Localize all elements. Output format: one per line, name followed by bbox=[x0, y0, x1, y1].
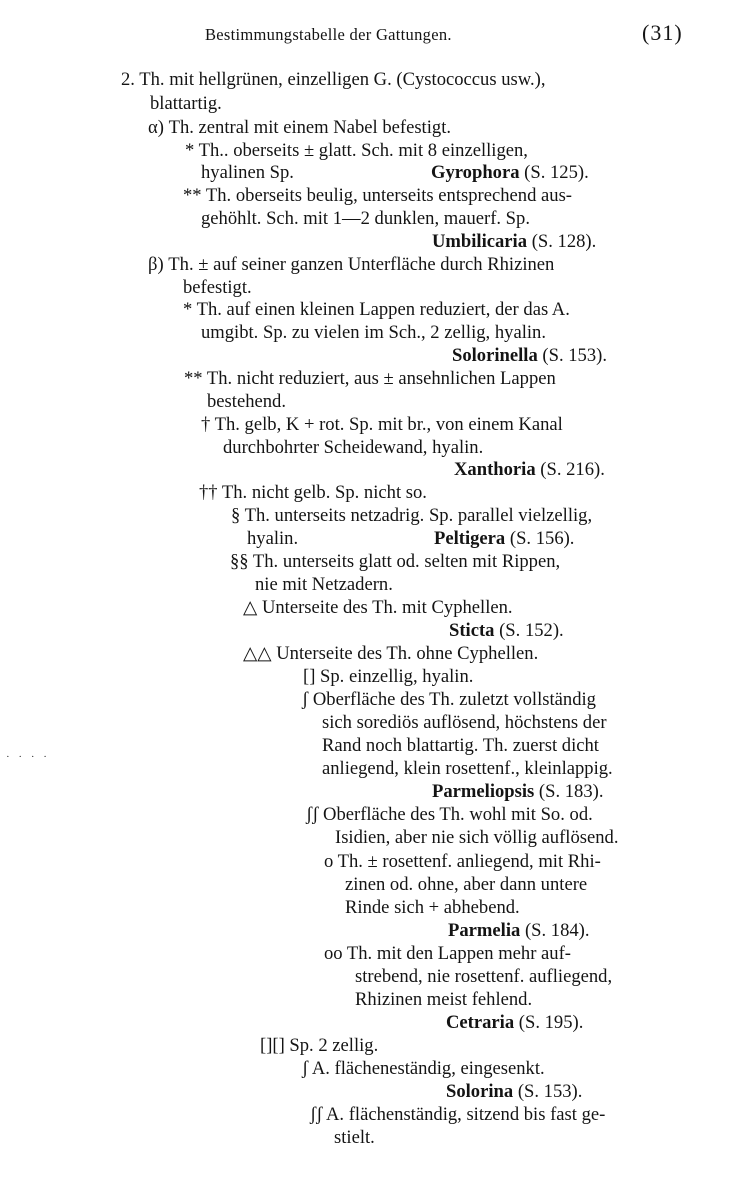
genus-entry bbox=[449, 620, 564, 642]
running-header-title: Bestimmungstabelle der Gattungen. bbox=[205, 25, 452, 44]
genus-entry bbox=[431, 162, 589, 184]
genus-entry bbox=[454, 459, 605, 481]
genus-name: Parmeliopsis bbox=[432, 781, 535, 802]
key-line: * Th. auf einen kleinen Lappen reduziert, der das A. bbox=[183, 299, 570, 320]
key-line: Rand noch blattartig. Th. zuerst dicht bbox=[322, 735, 599, 756]
key-line: ʃʃ Oberfläche des Th. wohl mit So. od. bbox=[306, 804, 593, 825]
genus-entry bbox=[452, 345, 607, 367]
genus-entry bbox=[434, 528, 574, 550]
key-line: β) Th. ± auf seiner ganzen Unterfläche durch Rhizinen bbox=[148, 254, 555, 275]
key-line: gehöhlt. Sch. mit 1—2 dunklen, mauerf. Sp. bbox=[201, 208, 530, 229]
key-line: stielt. bbox=[334, 1127, 375, 1148]
page-number: (31) bbox=[642, 20, 683, 45]
key-line: zinen od. ohne, aber dann untere bbox=[345, 874, 588, 895]
page-reference: (S. 156). bbox=[509, 528, 575, 549]
key-line: hyalin. bbox=[247, 528, 299, 549]
page-reference: (S. 183). bbox=[538, 781, 604, 802]
page-reference: (S. 152). bbox=[499, 620, 564, 641]
key-line: ʃ A. flächeneständig, eingesenkt. bbox=[302, 1058, 545, 1079]
key-line: umgibt. Sp. zu vielen im Sch., 2 zellig, hyalin. bbox=[201, 322, 546, 343]
key-line: §§ Th. unterseits glatt od. selten mit Rippen, bbox=[230, 551, 561, 572]
key-line: * Th.. oberseits ± glatt. Sch. mit 8 einzelligen, bbox=[185, 140, 528, 161]
genus-name: Cetraria bbox=[446, 1012, 515, 1033]
page-reference: (S. 216). bbox=[540, 459, 605, 480]
key-line: § Th. unterseits netzadrig. Sp. parallel vielzellig, bbox=[231, 505, 593, 526]
page-reference: (S. 153). bbox=[542, 345, 607, 366]
key-line: nie mit Netzadern. bbox=[255, 574, 393, 595]
genus-name: Parmelia bbox=[448, 920, 521, 941]
key-line: Isidien, aber nie sich völlig auflösend. bbox=[335, 827, 619, 848]
genus-entry bbox=[448, 920, 590, 942]
key-line: △ Unterseite des Th. mit Cyphellen. bbox=[243, 597, 513, 618]
key-line: Rinde sich + abhebend. bbox=[345, 897, 520, 918]
key-line: ** Th. nicht reduziert, aus ± ansehnlichen Lappen bbox=[184, 368, 556, 389]
key-line: 2. Th. mit hellgrünen, einzelligen G. (Cystococcus usw.), bbox=[121, 69, 546, 90]
page-reference: (S. 125). bbox=[524, 162, 589, 183]
key-line: † Th. gelb, K + rot. Sp. mit br., von einem Kanal bbox=[201, 414, 563, 435]
key-line: ʃ Oberfläche des Th. zuletzt vollständig bbox=[302, 689, 596, 710]
genus-entry bbox=[432, 781, 603, 803]
key-line: bestehend. bbox=[207, 391, 286, 412]
page-reference: (S. 128). bbox=[531, 231, 597, 252]
key-line: △△ Unterseite des Th. ohne Cyphellen. bbox=[243, 643, 539, 664]
key-line: o Th. ± rosettenf. anliegend, mit Rhi- bbox=[324, 851, 601, 872]
key-line: anliegend, klein rosettenf., kleinlappig. bbox=[322, 758, 613, 779]
key-line: ʃʃ A. flächenständig, sitzend bis fast ge- bbox=[310, 1104, 606, 1125]
page-reference: (S. 153). bbox=[517, 1081, 583, 1102]
key-line: ** Th. oberseits beulig, unterseits entsprechend aus- bbox=[183, 185, 572, 206]
genus-entry bbox=[432, 231, 596, 253]
genus-name: Gyrophora bbox=[431, 162, 520, 183]
genus-name: Solorina bbox=[446, 1081, 514, 1102]
genus-name: Xanthoria bbox=[454, 459, 536, 480]
genus-name: Peltigera bbox=[434, 528, 506, 549]
key-line: Rhizinen meist fehlend. bbox=[355, 989, 533, 1010]
key-line: sich sorediös auflösend, höchstens der bbox=[322, 712, 607, 733]
key-line: [][] Sp. 2 zellig. bbox=[260, 1035, 379, 1056]
key-line: hyalinen Sp. bbox=[201, 162, 294, 183]
genus-entry bbox=[446, 1081, 582, 1103]
genus-name: Umbilicaria bbox=[432, 231, 528, 252]
key-line: α) Th. zentral mit einem Nabel befestigt. bbox=[148, 117, 452, 138]
key-line: †† Th. nicht gelb. Sp. nicht so. bbox=[199, 482, 427, 503]
key-line: strebend, nie rosettenf. aufliegend, bbox=[355, 966, 613, 987]
key-line: befestigt. bbox=[183, 277, 252, 298]
genus-name: Solorinella bbox=[452, 345, 538, 366]
page-reference: (S. 184). bbox=[524, 920, 590, 941]
key-line: blattartig. bbox=[150, 93, 222, 114]
margin-mark: · · · · bbox=[6, 751, 50, 763]
key-line: durchbohrter Scheidewand, hyalin. bbox=[223, 437, 484, 458]
page-reference: (S. 195). bbox=[518, 1012, 584, 1033]
key-line: [] Sp. einzellig, hyalin. bbox=[303, 666, 474, 687]
genus-name: Sticta bbox=[449, 620, 495, 641]
key-line: oo Th. mit den Lappen mehr auf- bbox=[324, 943, 571, 964]
genus-entry bbox=[446, 1012, 583, 1034]
